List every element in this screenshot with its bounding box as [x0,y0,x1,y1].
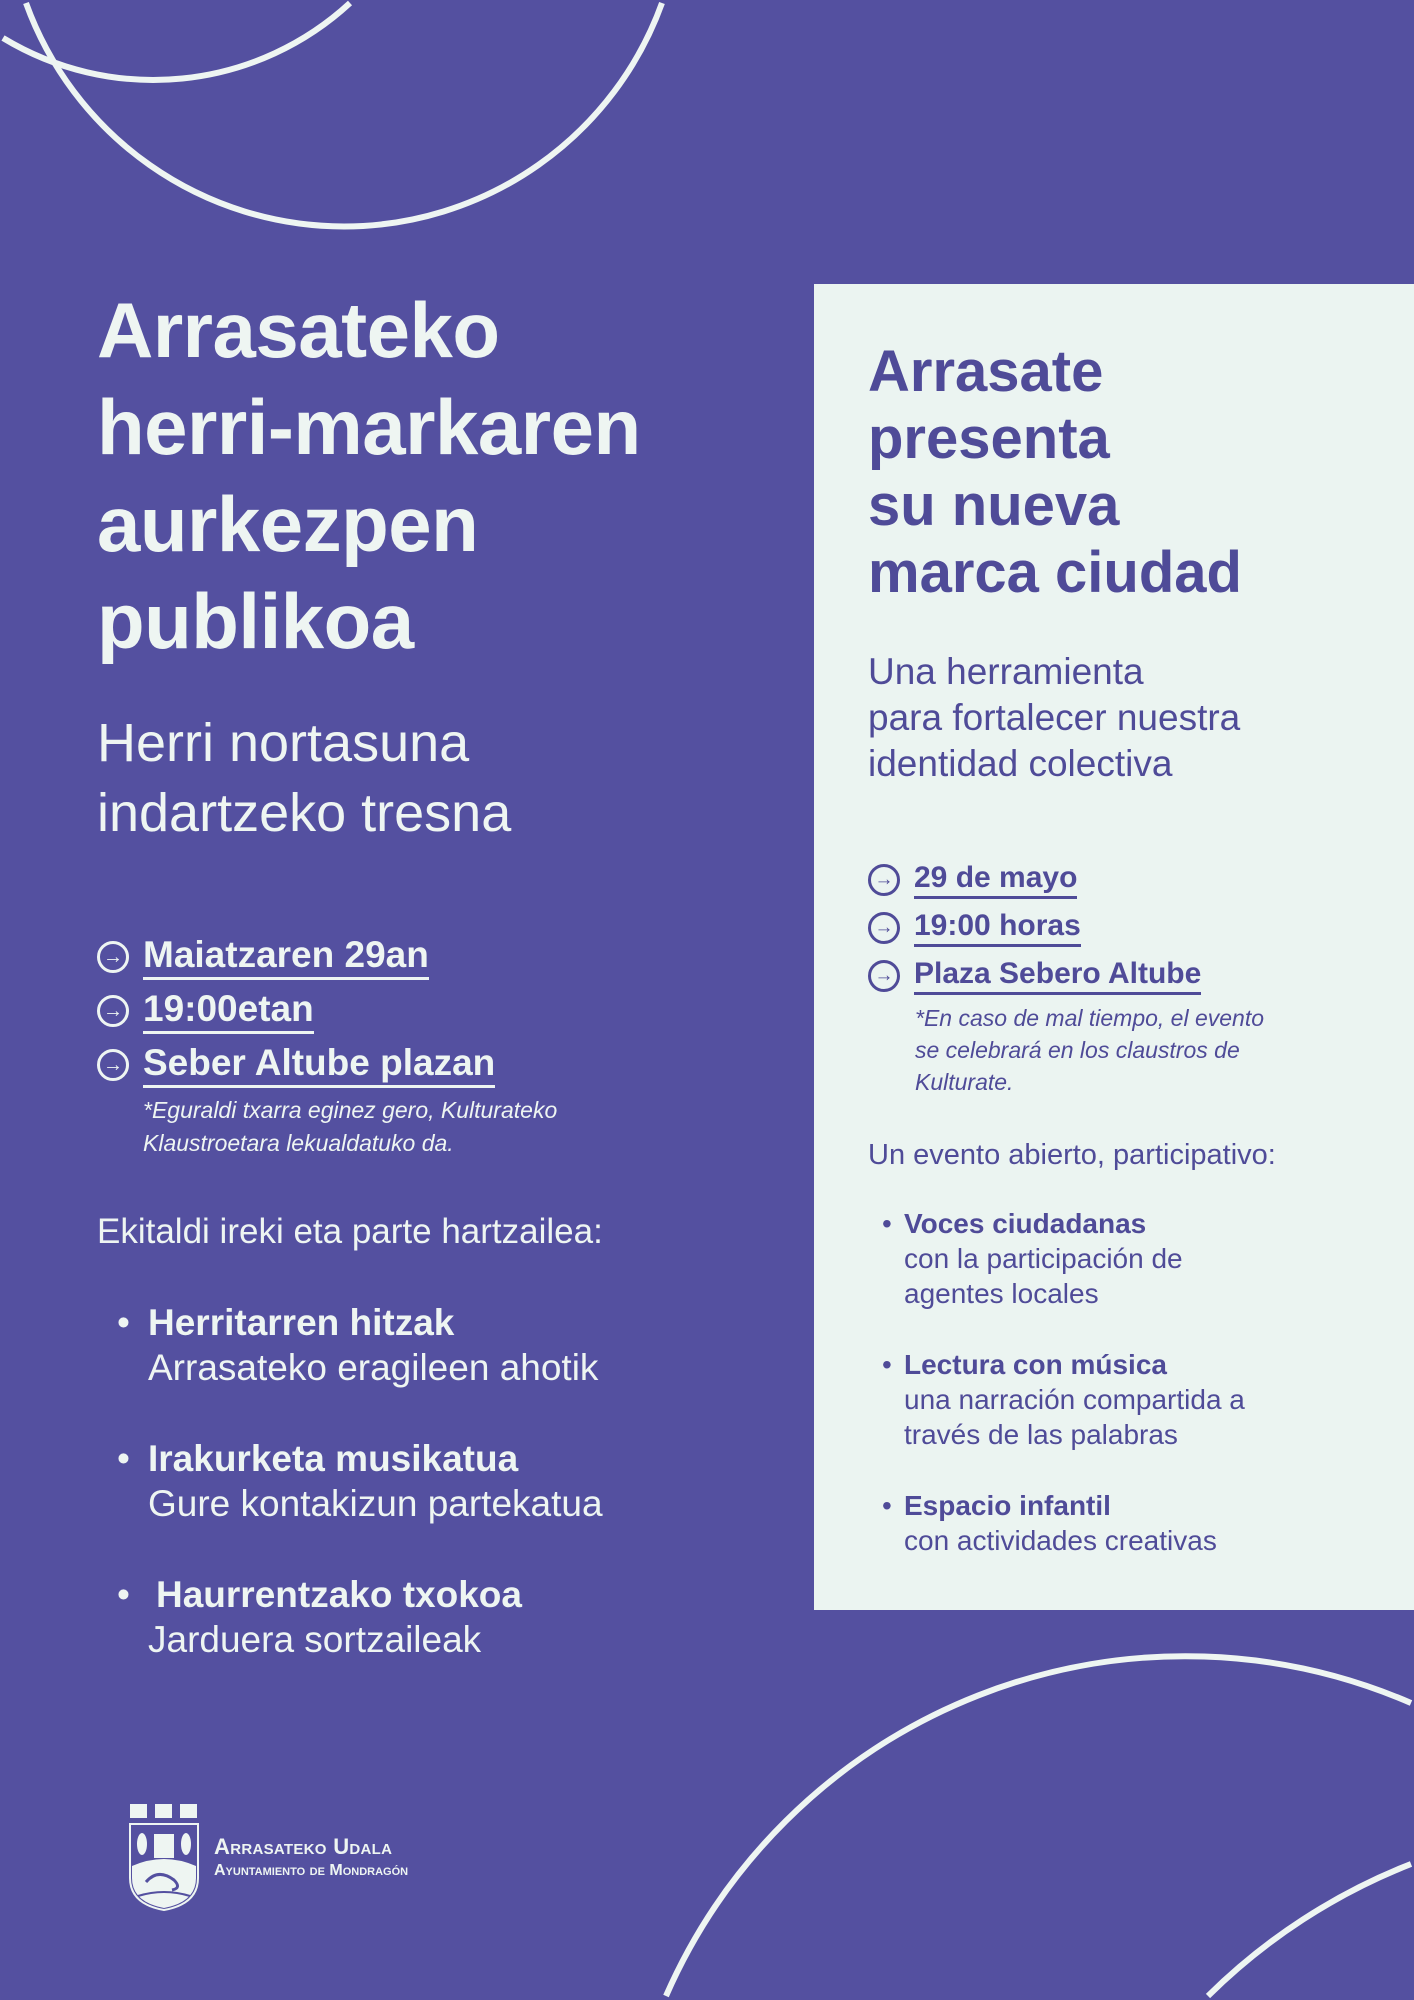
list-item: • Voces ciudadanas con la participación de agentes locales [882,1206,1245,1311]
list-item: • Espacio infantil con actividades creativas [882,1488,1245,1558]
list-item: • Herritarren hitzak Arrasateko eragileen ahotik [115,1300,603,1390]
spanish-open-event: Un evento abierto, participativo: [868,1139,1276,1171]
basque-details [97,930,495,1092]
list-item: • Irakurketa musikatua Gure kontakizun partekatua [115,1436,603,1526]
logo-subname: Ayuntamiento de Mondragón [214,1862,409,1879]
logo-name: Arrasateko Udala [214,1834,393,1859]
detail-date: → 29 de mayo [868,856,1201,904]
basque-subtitle [97,708,511,848]
arrow-right-circle-icon: → [868,912,900,944]
title-line: herri-markaren [97,383,641,471]
decor-circle-arc [26,3,662,226]
spanish-title: Arrasate presenta su nueva marca ciudad [868,339,1242,605]
list-item: • Lectura con música una narración compartida a través de las palabras [882,1347,1245,1452]
title-line: aurkezpen [97,480,479,568]
basque-title [97,282,641,670]
basque-open-event: Ekitaldi ireki eta parte hartzailea: [97,1212,603,1251]
spanish-activities [882,1206,1245,1594]
detail-date: → Maiatzaren 29an [97,930,495,984]
subtitle-line: indartzeko tresna [97,783,512,843]
spanish-panel [814,284,1414,1610]
arrow-right-circle-icon: → [868,864,900,896]
arrow-right-circle-icon: → [97,1049,129,1081]
detail-place: → Plaza Sebero Altube [868,952,1201,1000]
municipality-logo [128,1804,408,1912]
detail-time: → 19:00 horas [868,904,1201,952]
subtitle-line: Herri nortasuna [97,713,470,773]
basque-activities [115,1300,603,1708]
spanish-weather-note: *En caso de mal tiempo, el evento se celebrará en los claustros de Kulturate. [915,1005,1265,1095]
title-line: publikoa [97,577,414,665]
arrow-right-circle-icon: → [97,995,129,1027]
basque-weather-note: *Eguraldi txarra eginez gero, Kulturateko Klaustroetara lekualdatuko da. [143,1097,558,1156]
arrow-right-circle-icon: → [868,960,900,992]
list-item: • Haurrentzako txokoa Jarduera sortzaileak [115,1572,603,1662]
arrow-right-circle-icon: → [97,941,129,973]
coat-of-arms-icon [128,1804,200,1912]
detail-time: → 19:00etan [97,984,495,1038]
spanish-subtitle: Una herramienta para fortalecer nuestra identidad colectiva [868,651,1241,784]
spanish-details [868,856,1201,1000]
detail-place: → Seber Altube plazan [97,1038,495,1092]
title-line: Arrasateko [97,286,500,374]
decor-circle-arc [666,1656,1411,1996]
decor-circle-arc [1208,1864,1411,1996]
